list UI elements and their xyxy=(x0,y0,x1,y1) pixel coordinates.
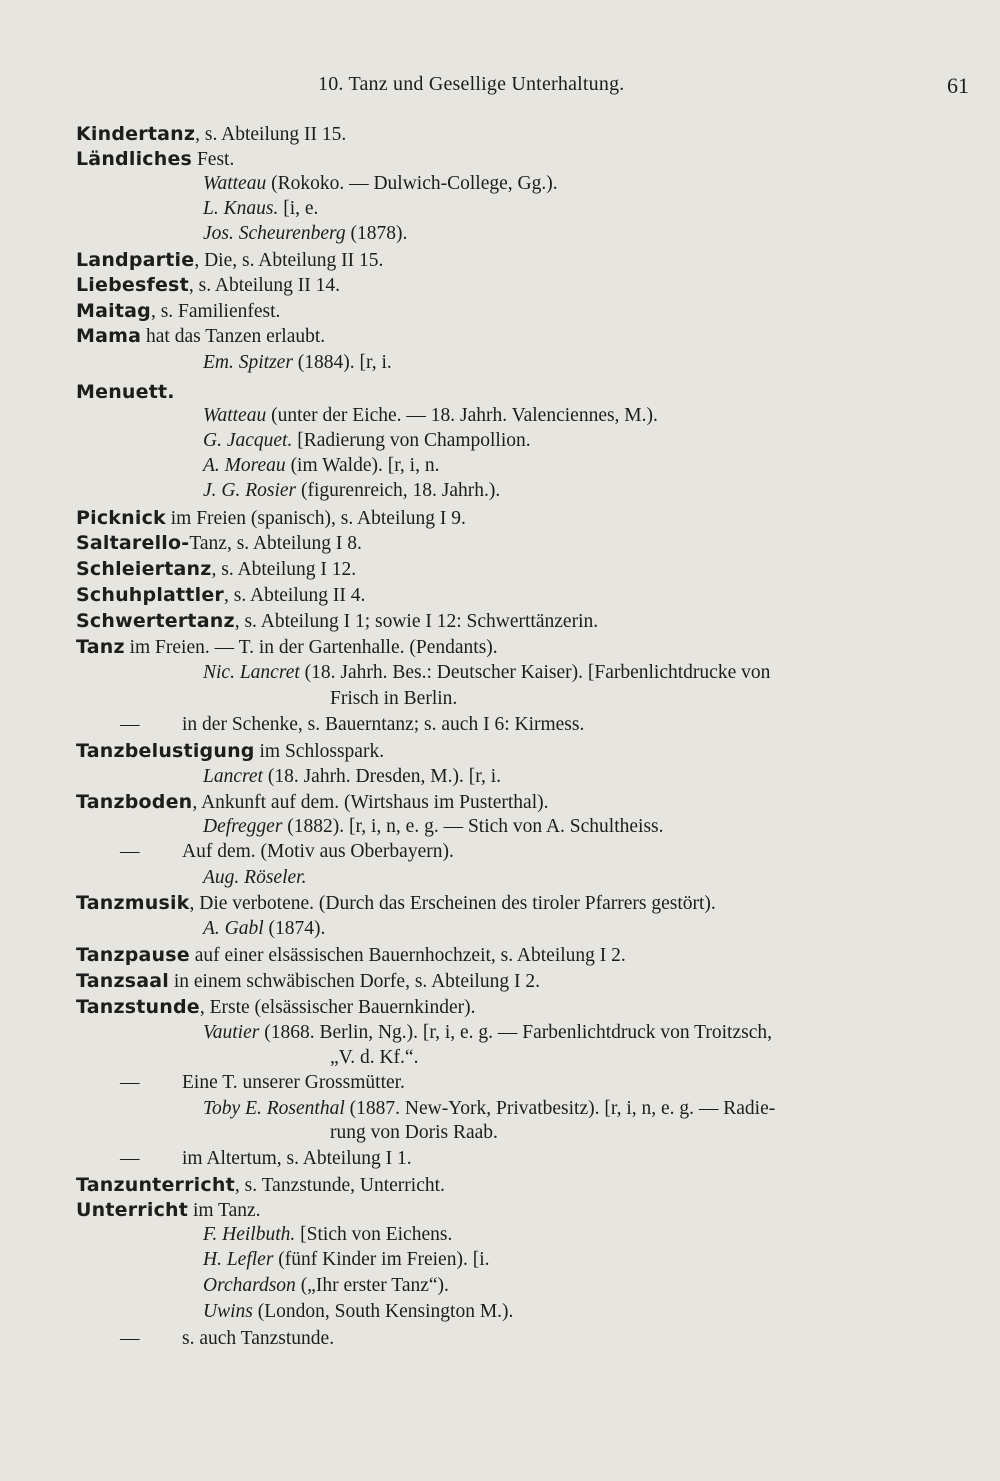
entry-artist: A. Gabl xyxy=(203,918,264,939)
entry-text: , s. Abteilung II 15. xyxy=(195,124,347,145)
index-entry xyxy=(76,248,383,273)
entry-text: [Stich von Eichens. xyxy=(295,1224,453,1245)
index-entry xyxy=(203,917,325,941)
entry-artist: Watteau xyxy=(203,173,267,194)
entry-text: (1887. New-York, Privatbesitz). [r, i, n, e. g. — Radie- xyxy=(344,1098,776,1119)
entry-text: Auf dem. (Motiv aus Oberbayern). xyxy=(182,841,454,862)
entry-keyword: Landpartie xyxy=(76,249,195,271)
entry-text: (1868. Berlin, Ng.). [r, i, e. g. — Farbenlichtdruck von Troitzsch, xyxy=(259,1022,772,1043)
entry-artist: Jos. Scheurenberg xyxy=(203,223,346,244)
index-entry xyxy=(76,324,325,349)
index-entry xyxy=(76,943,626,968)
entry-artist: F. Heilbuth. xyxy=(203,1224,296,1245)
entry-text: („Ihr erster Tanz“). xyxy=(295,1275,449,1296)
entry-text: (Rokoko. — Dulwich-College, Gg.). xyxy=(266,173,558,194)
index-entry xyxy=(76,380,175,405)
entry-text: Fest. xyxy=(192,149,235,170)
entry-text: im Freien (spanisch), s. Abteilung I 9. xyxy=(165,508,466,529)
entry-artist: H. Lefler xyxy=(203,1249,274,1270)
index-entry xyxy=(76,506,466,531)
entry-artist: Lancret xyxy=(203,766,263,787)
entry-text: , Erste (elsässischer Bauernkinder). xyxy=(199,997,476,1018)
entry-keyword: Kindertanz xyxy=(76,123,196,145)
index-entry xyxy=(76,1198,261,1223)
entry-keyword: Tanzmusik xyxy=(76,892,190,914)
entry-text: rung von Doris Raab. xyxy=(330,1122,498,1143)
entry-artist: G. Jacquet. xyxy=(203,430,293,451)
index-entry xyxy=(203,404,658,428)
entry-text: , Die, s. Abteilung II 15. xyxy=(194,250,384,271)
entry-keyword: Menuett. xyxy=(76,381,175,403)
index-entry xyxy=(330,1121,498,1145)
entry-text: , Die verbotene. (Durch das Erscheinen des tiroler Pfarrers gestört). xyxy=(189,893,716,914)
entry-dash: — xyxy=(120,714,140,735)
entry-artist: Aug. Röseler. xyxy=(203,867,307,888)
entry-artist: Orchardson xyxy=(203,1275,296,1296)
entry-text: , s. Familienfest. xyxy=(150,301,281,322)
index-entry xyxy=(76,995,475,1020)
index-entry xyxy=(76,969,540,994)
entry-keyword: Schwertertanz xyxy=(76,610,235,632)
entry-artist: Watteau xyxy=(203,405,267,426)
index-entry xyxy=(203,866,306,890)
entry-text: im Tanz. xyxy=(188,1200,261,1221)
index-entry xyxy=(76,147,234,172)
entry-text: (fünf Kinder im Freien). [i. xyxy=(273,1249,490,1270)
entry-text: hat das Tanzen erlaubt. xyxy=(141,326,326,347)
index-entry xyxy=(76,557,356,582)
index-entry xyxy=(120,840,454,864)
index-entry xyxy=(203,765,501,789)
entry-text: (1884). [r, i. xyxy=(292,352,392,373)
index-entry xyxy=(120,1071,405,1095)
entry-artist: A. Moreau xyxy=(203,455,286,476)
entry-keyword: Mama xyxy=(76,325,142,347)
index-entry xyxy=(203,1021,772,1045)
entry-keyword: Liebesfest xyxy=(76,274,189,296)
entry-text: (18. Jahrh. Dresden, M.). [r, i. xyxy=(262,766,501,787)
index-entry xyxy=(203,197,318,221)
entry-text: , s. Tanzstunde, Unterricht. xyxy=(234,1175,445,1196)
index-entry xyxy=(76,790,549,815)
entry-text: in einem schwäbischen Dorfe, s. Abteilung I 2. xyxy=(168,971,540,992)
entry-text: in der Schenke, s. Bauerntanz; s. auch I 6: Kirmess. xyxy=(182,714,585,735)
entry-text: [Radierung von Champollion. xyxy=(292,430,531,451)
entry-artist: J. G. Rosier xyxy=(203,480,297,501)
entry-artist: Em. Spitzer xyxy=(203,352,293,373)
index-entry xyxy=(76,583,365,608)
entry-artist: Nic. Lancret xyxy=(203,662,300,683)
entry-text: [i, e. xyxy=(278,198,319,219)
entry-text: (1878). xyxy=(345,223,408,244)
entry-keyword: Tanzboden xyxy=(76,791,193,813)
entry-text: Tanz, s. Abteilung I 8. xyxy=(189,533,362,554)
entry-keyword: Tanzsaal xyxy=(76,970,169,992)
index-entry xyxy=(203,351,392,375)
entry-text: , s. Abteilung I 12. xyxy=(211,559,357,580)
entry-text: (im Walde). [r, i, n. xyxy=(285,455,440,476)
entry-text: auf einer elsässischen Bauernhochzeit, s. Abteilung I 2. xyxy=(189,945,626,966)
entry-text: im Schlosspark. xyxy=(254,741,385,762)
entry-dash: — xyxy=(120,1072,140,1093)
entry-artist: L. Knaus. xyxy=(203,198,279,219)
index-entry xyxy=(76,739,384,764)
index-entry xyxy=(76,299,280,324)
index-entry xyxy=(203,454,439,478)
entry-text: , Ankunft auf dem. (Wirtshaus im Pusterthal). xyxy=(192,792,549,813)
entry-artist: Uwins xyxy=(203,1301,253,1322)
index-entry xyxy=(330,687,457,711)
index-entry xyxy=(203,222,407,246)
index-entry xyxy=(120,1147,412,1171)
entry-artist: Defregger xyxy=(203,816,283,837)
entry-keyword: Tanzpause xyxy=(76,944,190,966)
index-entry xyxy=(76,122,346,147)
index-entry xyxy=(203,1223,452,1247)
entry-keyword: Saltarello- xyxy=(76,532,190,554)
index-entry xyxy=(203,1274,449,1298)
entry-text: im Altertum, s. Abteilung I 1. xyxy=(182,1148,412,1169)
index-entry xyxy=(76,609,598,634)
entry-keyword: Schuhplattler xyxy=(76,584,224,606)
entry-text: Eine T. unserer Grossmütter. xyxy=(182,1072,405,1093)
entry-dash: — xyxy=(120,1328,140,1349)
index-entry xyxy=(203,1300,513,1324)
entry-dash: — xyxy=(120,841,140,862)
entry-text: (18. Jahrh. Bes.: Deutscher Kaiser). [Farbenlichtdrucke von xyxy=(299,662,771,683)
index-entry xyxy=(76,1173,445,1198)
entry-text: , s. Abteilung II 14. xyxy=(188,275,340,296)
entry-dash: — xyxy=(120,1148,140,1169)
entry-keyword: Tanzbelustigung xyxy=(76,740,255,762)
entry-text: im Freien. — T. in der Gartenhalle. (Pendants). xyxy=(124,637,498,658)
entry-text: „V. d. Kf.“. xyxy=(330,1047,419,1068)
entry-keyword: Ländliches xyxy=(76,148,193,170)
entry-text: (London, South Kensington M.). xyxy=(252,1301,514,1322)
entry-text: s. auch Tanzstunde. xyxy=(182,1328,335,1349)
entry-artist: Toby E. Rosenthal xyxy=(203,1098,345,1119)
page-number: 61 xyxy=(947,73,969,98)
index-entry xyxy=(203,1248,489,1272)
index-entry xyxy=(203,1097,775,1121)
index-entry xyxy=(203,479,500,503)
running-header: 10. Tanz und Gesellige Unterhaltung. xyxy=(318,73,625,95)
entry-keyword: Unterricht xyxy=(76,1199,189,1221)
index-entry xyxy=(203,429,531,453)
index-entry xyxy=(76,531,362,556)
entry-text: (1882). [r, i, n, e. g. — Stich von A. Schultheiss. xyxy=(282,816,664,837)
entry-text: (figurenreich, 18. Jahrh.). xyxy=(296,480,501,501)
entry-text: , s. Abteilung I 1; sowie I 12: Schwerttänzerin. xyxy=(234,611,599,632)
index-entry xyxy=(203,661,770,685)
entry-text: (unter der Eiche. — 18. Jahrh. Valenciennes, M.). xyxy=(266,405,658,426)
index-entry xyxy=(203,172,558,196)
entry-keyword: Tanzstunde xyxy=(76,996,200,1018)
index-entry xyxy=(120,713,584,737)
entry-keyword: Tanzunterricht xyxy=(76,1174,235,1196)
entry-text: (1874). xyxy=(263,918,326,939)
entry-text: Frisch in Berlin. xyxy=(330,688,458,709)
index-entry xyxy=(76,635,498,660)
entry-artist: Vautier xyxy=(203,1022,260,1043)
index-entry xyxy=(330,1046,418,1070)
index-entry xyxy=(76,891,716,916)
index-entry xyxy=(120,1327,334,1351)
entry-keyword: Tanz xyxy=(76,636,125,658)
entry-keyword: Picknick xyxy=(76,507,166,529)
entry-text: , s. Abteilung II 4. xyxy=(224,585,366,606)
entry-keyword: Schleiertanz xyxy=(76,558,212,580)
index-entry xyxy=(76,273,340,298)
index-entry xyxy=(203,815,664,839)
entry-keyword: Maitag xyxy=(76,300,151,322)
